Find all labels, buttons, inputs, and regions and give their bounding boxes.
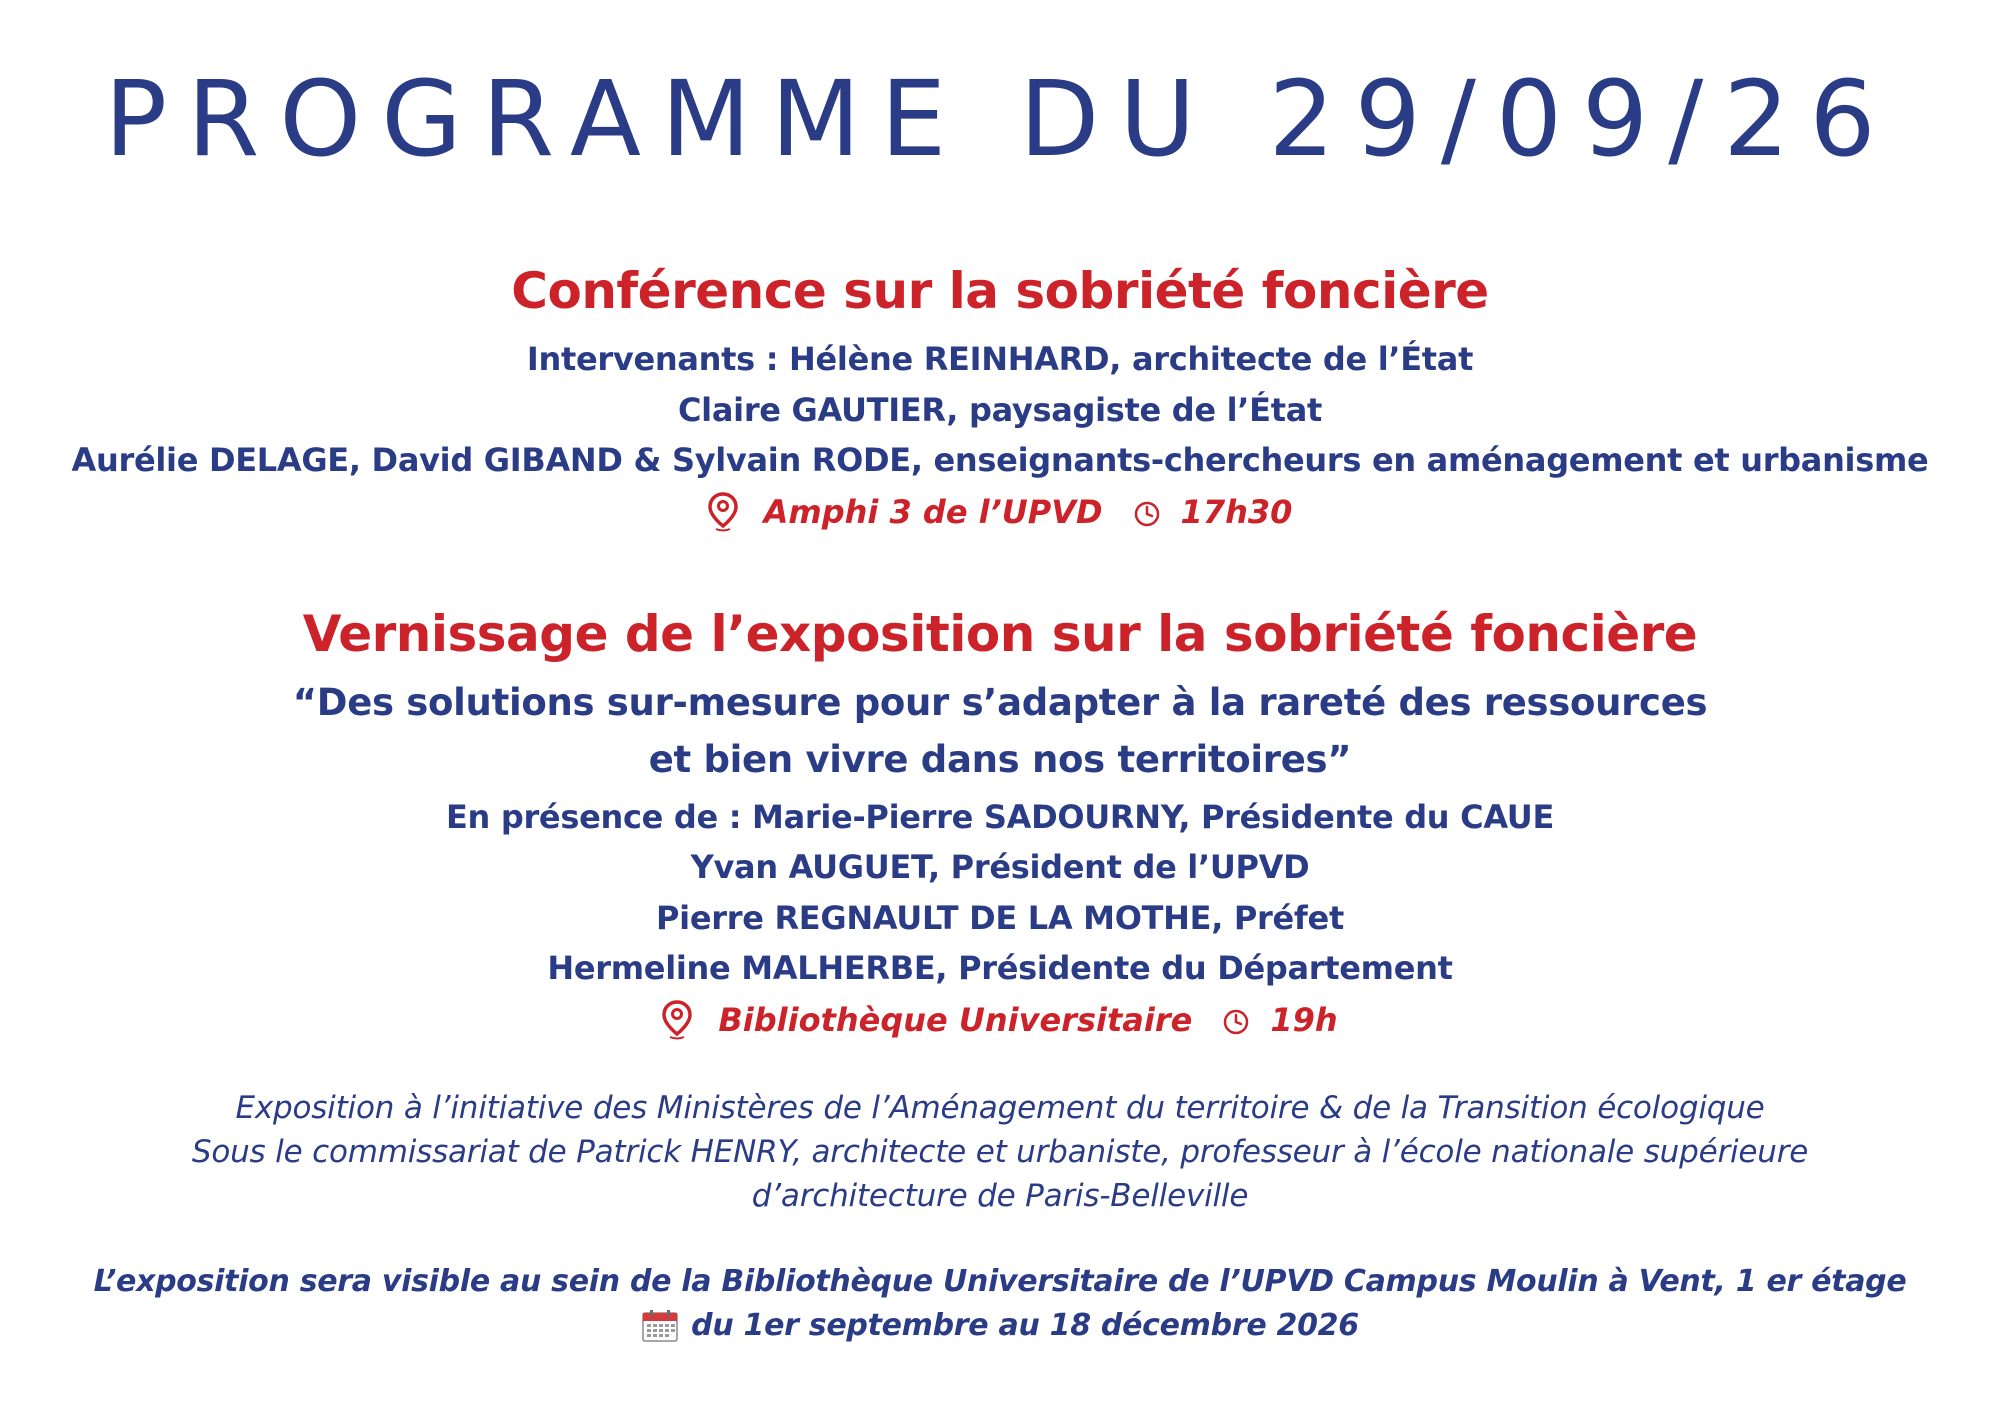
vernissage-quote-line-2: et bien vivre dans nos territoires”: [648, 738, 1352, 781]
vernissage-presence-line-2: Yvan AUGUET, Président de l’UPVD: [690, 848, 1310, 886]
exhibition-dates-row: [0, 1308, 2000, 1343]
conference-speakers-line-3: Aurélie DELAGE, David GIBAND & Sylvain RODE, enseignants-chercheurs en aménagement et urbanisme: [71, 441, 1929, 479]
conference-heading: Conférence sur la sobriété foncière: [511, 262, 1489, 320]
conference-location: Amphi 3 de l’UPVD: [763, 493, 1103, 531]
credits-line-2: Sous le commissariat de Patrick HENRY, architecte et urbaniste, professeur à l’école nationale supérieure: [191, 1134, 1809, 1170]
vernissage-location: Bibliothèque Universitaire: [718, 1001, 1193, 1039]
conference-location-row: [0, 492, 2000, 532]
calendar-icon: [641, 1309, 679, 1343]
vernissage-heading: Vernissage de l’exposition sur la sobriété foncière: [302, 605, 1698, 663]
conference-speakers-line-1: Intervenants : Hélène REINHARD, architecte de l’État: [526, 340, 1474, 378]
vernissage-presence-line-3: Pierre REGNAULT DE LA MOTHE, Préfet: [656, 899, 1344, 937]
exhibition-dates: du 1er septembre au 18 décembre 2026: [691, 1308, 1359, 1343]
credits-line-1: Exposition à l’initiative des Ministères de l’Aménagement du territoire & de la Transition écologique: [235, 1090, 1765, 1126]
credits-line-3: d’architecture de Paris-Belleville: [751, 1178, 1249, 1214]
clock-icon: [1133, 498, 1161, 526]
clock-icon: [1222, 1006, 1250, 1034]
vernissage-presence-line-4: Hermeline MALHERBE, Présidente du Département: [547, 949, 1453, 987]
page-title: PROGRAMME DU 29/09/26: [104, 58, 1896, 180]
map-pin-icon: [708, 492, 738, 532]
map-pin-icon: [662, 1000, 692, 1040]
conference-speakers-line-2: Claire GAUTIER, paysagiste de l’État: [678, 391, 1322, 429]
vernissage-location-row: [0, 1000, 2000, 1040]
vernissage-presence-line-1: En présence de : Marie-Pierre SADOURNY, Présidente du CAUE: [445, 798, 1555, 836]
vernissage-time: 19h: [1270, 1001, 1338, 1039]
exhibition-line-1: L’exposition sera visible au sein de la Bibliothèque Universitaire de l’UPVD Campus Moulin à Vent, 1 er étage: [93, 1264, 1907, 1299]
vernissage-quote-line-1: “Des solutions sur-mesure pour s’adapter à la rareté des ressources: [292, 681, 1708, 724]
conference-time: 17h30: [1180, 493, 1293, 531]
